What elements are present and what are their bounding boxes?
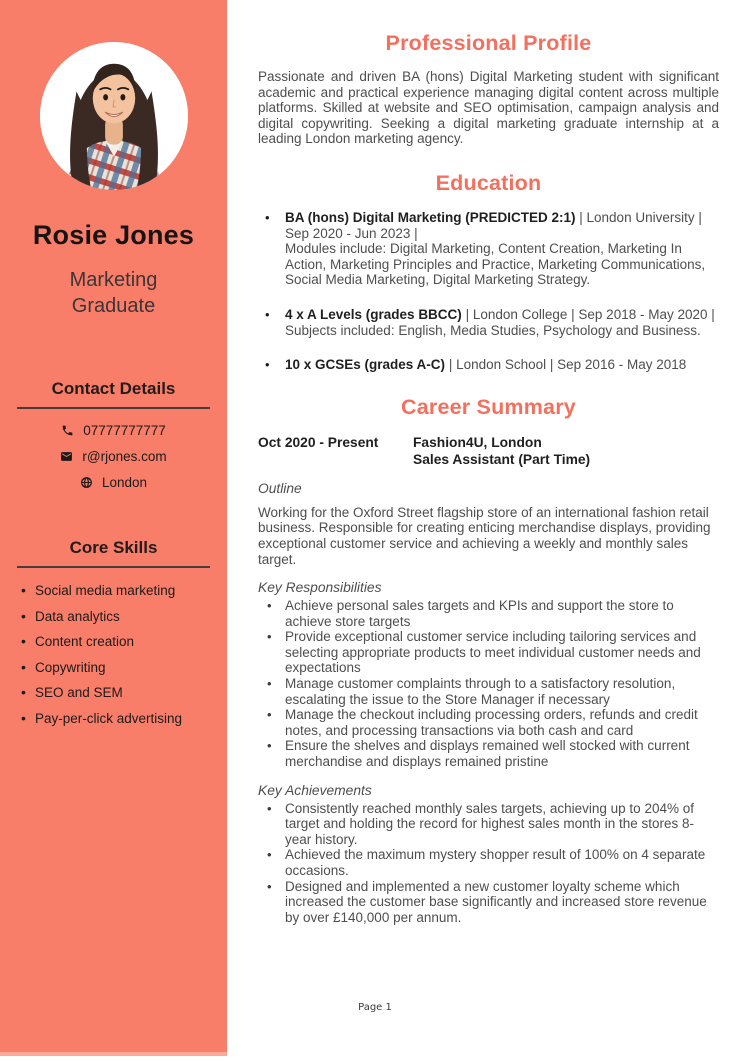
contact-email-text: r@rjones.com [82, 449, 167, 464]
person-title: Marketing Graduate [69, 269, 158, 317]
contact-list [0, 423, 227, 490]
responsibility-item: • Achieve personal sales targets and KPIs and support the store to achieve store targets [258, 598, 719, 629]
profile-text: Passionate and driven BA (hons) Digital Marketing student with significant academic and practical experience managing digital content across multiple platforms. Skilled at website and SEO optimisation, campaign analysis and digital copywriting. Seeking a digital marketing graduate internship at a leading London marketing agency. [258, 69, 719, 147]
contact-location [0, 475, 227, 490]
achievement-item: • Achieved the maximum mystery shopper result of 100% on 4 separate occasions. [258, 847, 719, 878]
email-icon [60, 450, 73, 463]
profile-heading: Professional Profile [385, 31, 592, 55]
education-degree: BA (hons) Digital Marketing (PREDICTED 2:1) [285, 209, 576, 225]
skills-divider [17, 566, 210, 568]
outline-label: Outline [258, 480, 302, 496]
education-heading: Education [435, 170, 542, 195]
education-detail: Modules include: Digital Marketing, Content Creation, Marketing In Action, Marketing Principles and Practice, Marketing Communications, Social Media Marketing, Digital Marketing Strategy. [285, 241, 706, 288]
job-company: Fashion4U, London [413, 434, 542, 450]
contact-section [0, 379, 227, 490]
education-item [258, 307, 719, 338]
contact-divider [17, 407, 210, 409]
responsibilities-label: Key Responsibilities [258, 580, 382, 596]
responsibility-item: • Manage customer complaints through to a satisfactory resolution, escalating the issue to the Store Manager if necessary [258, 676, 719, 707]
page-number: Page 1 [358, 1002, 392, 1013]
achievements-label: Key Achievements [258, 782, 372, 798]
contact-email [0, 449, 227, 464]
skills-list [0, 584, 227, 726]
education-item [258, 357, 719, 373]
contact-phone [0, 423, 227, 438]
outline-text: Working for the Oxford Street flagship store of an international fashion retail business. Responsible for creating enticing merchandise displays, providing exceptional customer service and achieving a weekly and monthly sales target. [258, 504, 711, 567]
education-item [258, 210, 719, 288]
education-meta: | London College | Sep 2018 - May 2020 | [461, 306, 715, 322]
skill-item: • Social media marketing [0, 584, 227, 598]
responsibility-item: • Manage the checkout including processing orders, refunds and credit notes, and processing transactions via both cash and card [258, 707, 719, 738]
education-list [258, 210, 719, 373]
person-name: Rosie Jones [32, 220, 195, 250]
job-role: Sales Assistant (Part Time) [413, 451, 591, 467]
contact-phone-text: 07777777777 [83, 423, 166, 438]
skill-item: • SEO and SEM [0, 686, 227, 700]
responsibilities-list [258, 598, 719, 770]
contact-location-text: London [101, 475, 148, 490]
profile-photo [40, 42, 188, 190]
responsibility-item: • Ensure the shelves and displays remained well stocked with current merchandise and displays remained pristine [258, 738, 719, 769]
achievements-list [258, 801, 719, 926]
phone-icon [61, 424, 74, 437]
skill-item: • Content creation [0, 635, 227, 649]
skill-item: • Pay-per-click advertising [0, 712, 227, 726]
job-header [258, 434, 719, 468]
globe-icon [80, 476, 93, 489]
achievement-item: • Consistently reached monthly sales targets, achieving up to 204% of target and holding the record for highest sales month in the stores 8-year history. [258, 801, 719, 848]
profile-photo-illustration [40, 42, 188, 190]
education-meta: | London School | Sep 2016 - May 2018 [445, 357, 687, 373]
education-degree: 10 x GCSEs (grades A-C) [285, 357, 446, 373]
career-heading: Career Summary [401, 394, 576, 419]
job-dates: Oct 2020 - Present [258, 434, 379, 450]
job-title-block [413, 434, 590, 468]
achievement-item: • Designed and implemented a new customer loyalty scheme which increased the customer base significantly and increased store revenue by over £140,000 per annum. [258, 879, 719, 926]
skills-heading: Core Skills [69, 538, 158, 557]
main-content [258, 0, 719, 925]
sidebar [0, 0, 227, 1056]
skill-item: • Data analytics [0, 610, 227, 624]
contact-heading: Contact Details [51, 379, 176, 398]
education-degree: 4 x A Levels (grades BBCC) [285, 306, 462, 322]
education-detail: Subjects included: English, Media Studies, Psychology and Business. [285, 322, 701, 338]
responsibility-item: • Provide exceptional customer service including tailoring services and selecting appropriate products to meet individual customer needs and expectations [258, 629, 719, 676]
education-meta: | London University | Sep 2020 - Jun 2023 | [285, 209, 702, 241]
skill-item: • Copywriting [0, 661, 227, 675]
skills-section [0, 538, 227, 726]
